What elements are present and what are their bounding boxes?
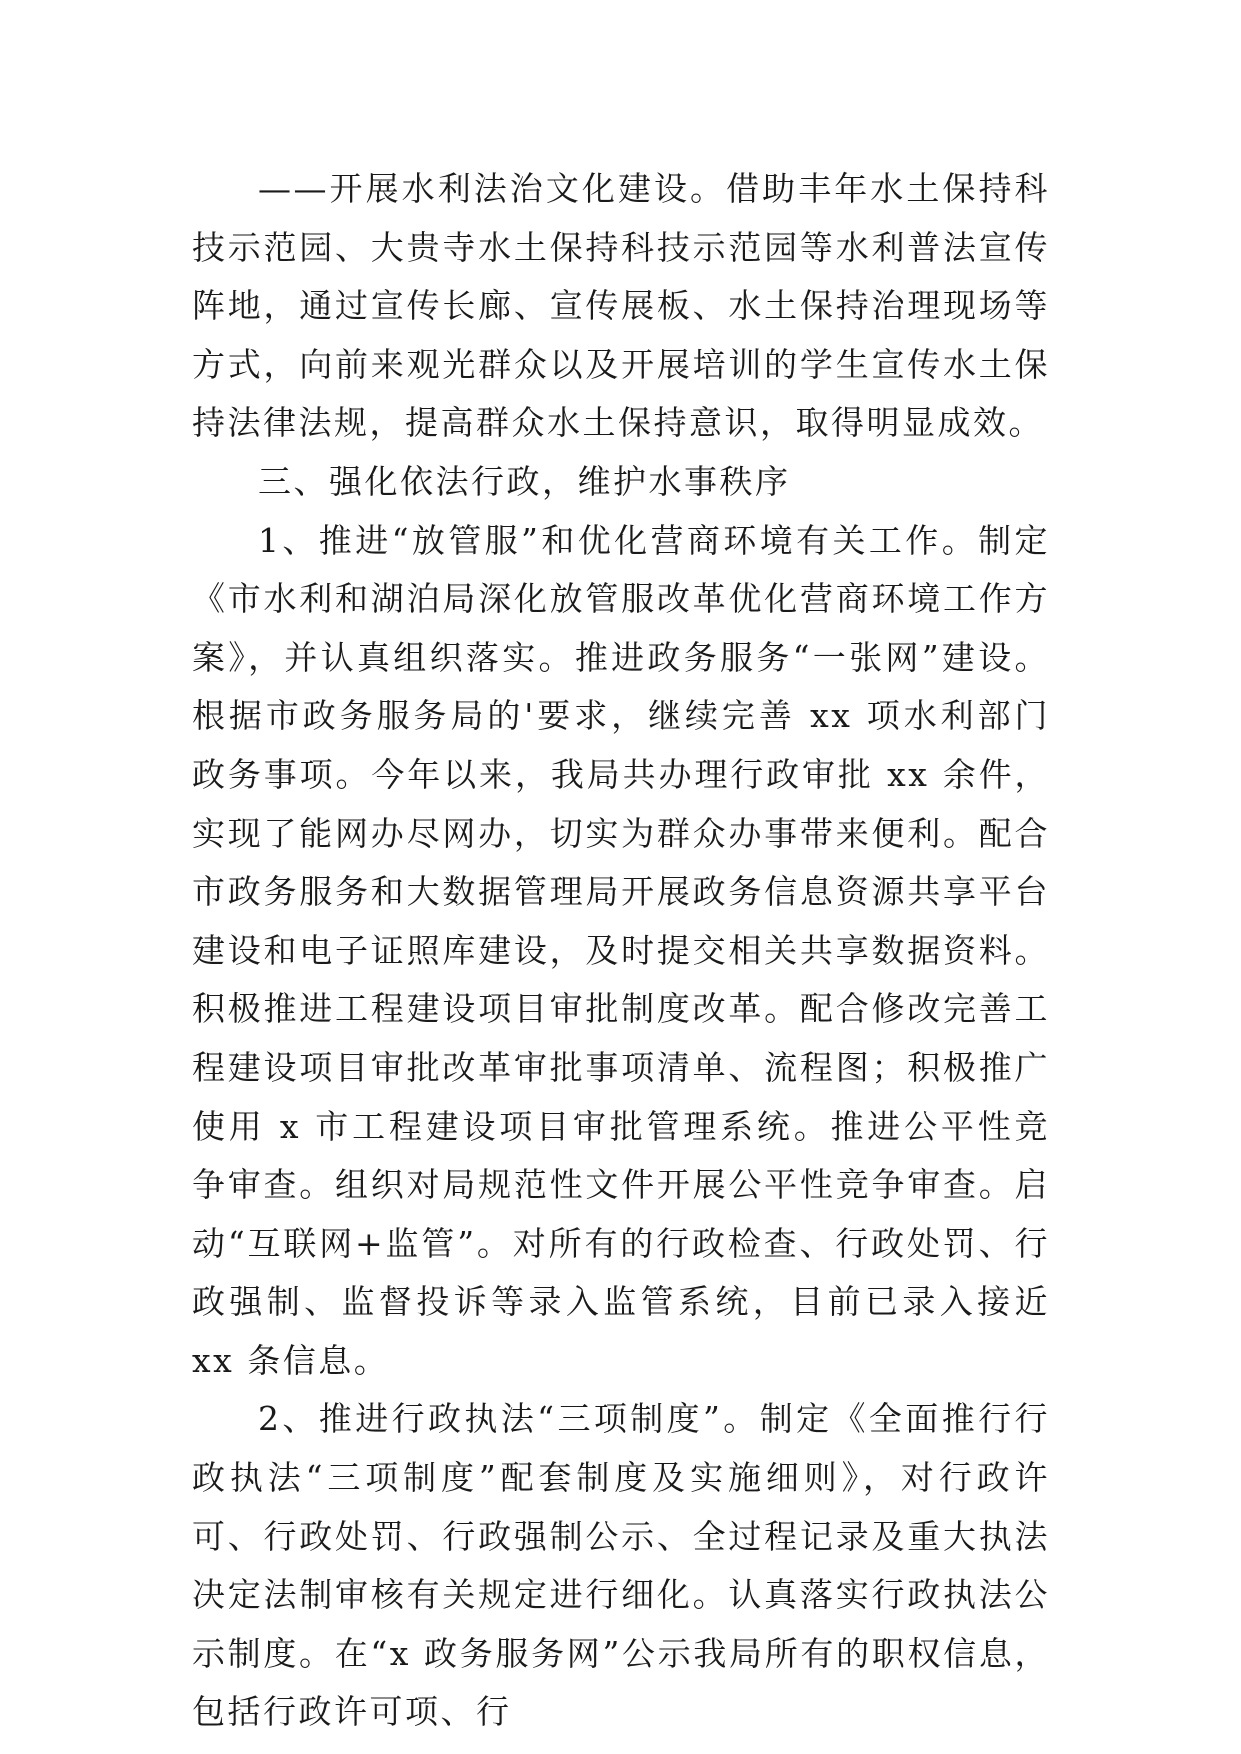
paragraph-item-1: 1、推进“放管服”和优化营商环境有关工作。制定《市水利和湖泊局深化放管服改革优化营商环境工作方案》，并认真组织落实。推进政务服务“一张网”建设。根据市政务服务局的'要求，继续完善 xx 项水利部门政务事项。今年以来，我局共办理行政审批 xx 余件，实现了能网办尽网办，切实为群众办事带来便利。配合市政务服务和大数据管理局开展政务信息资源共享平台建设和电子证照库建设，及时提交相关共享数据资料。积极推进工程建设项目审批制度改革。配合修改完善工程建设项目审批改革审批事项清单、流程图；积极推广使用 x 市工程建设项目审批管理系统。推进公平性竞争审查。组织对局规范性文件开展公平性竞争审查。启动“互联网+监管”。对所有的行政检查、行政处罚、行政强制、监督投诉等录入监管系统，目前已录入接近 xx 条信息。 (192, 520, 1050, 1380)
paragraph-item-2: 2、推进行政执法“三项制度”。制定《全面推行行政执法“三项制度”配套制度及实施细则》，对行政许可、行政处罚、行政强制公示、全过程记录及重大执法决定法制审核有关规定进行细化。认真落实行政执法公示制度。在“x 政务服务网”公示我局所有的职权信息，包括行政许可项、行 (192, 1399, 1050, 1732)
paragraph-legal-culture: ——开展水利法治文化建设。借助丰年水土保持科技示范园、大贵寺水土保持科技示范园等水利普法宣传阵地，通过宣传长廊、宣传展板、水土保持治理现场等方式，向前来观光群众以及开展培训的学生宣传水土保持法律法规，提高群众水土保持意识，取得明显成效。 (192, 169, 1050, 443)
document-body (192, 160, 1050, 1742)
section-heading-3: 三、强化依法行政，维护水事秩序 (258, 461, 791, 501)
